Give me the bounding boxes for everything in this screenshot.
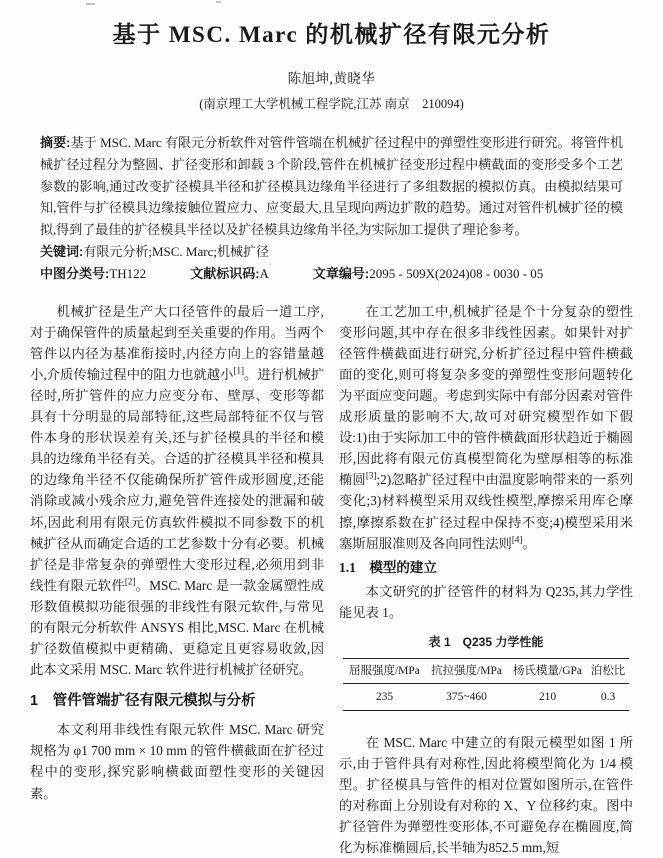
keywords-label: 关键词: [40,243,84,259]
body-paragraph: 本文利用非线性有限元软件 MSC. Marc 研究规格为 φ1 700 mm × 10 mm 的管件横截面在扩径过程中的变形,探究影响横截面塑性变形的关键因素。 [30,722,324,801]
table-row [343,683,628,710]
table-1-caption: 表 1 Q235 力学性能 [428,634,544,649]
left-column [30,301,324,858]
body-paragraph: 本文研究的扩径管件的材料为 Q235,其力学性能见表 1。 [339,583,633,620]
document-code [190,263,269,285]
scan-artifact [216,1,221,3]
page-title: 基于 MSC. Marc 的机械扩径有限元分析 [112,22,551,47]
abstract-label: 摘要: [40,135,71,150]
section-1-heading: 1 管件管端扩径有限元模拟与分析 [30,693,256,710]
document-code-label: 文献标识码: [190,265,260,281]
article-id-label: 文章编号: [312,265,370,281]
authors: 陈旭坤,黄晓华 [287,71,376,86]
table-header-cell: 杨氏模量/GPa [508,658,588,683]
body-paragraph: 机械扩径是生产大口径管件的最后一道工序,对于确保管件的质量起到至关重要的作用。当两个管件以内径为基准衔接时,内径方向上的容错量越小,介质传输过程中的阻力也就越小[1]。进行机械扩径时,所扩管件的应力应变分布、壁厚、变形等都具有十分明显的局部特征,这些局部特征不仅与管件本身的形状误差有关,还与扩径模具的半径和模具的边缘角半径有关。合适的扩径模具半径和模具的边缘角半径不仅能确保所扩管件成形圆度,还能消除或减小残余应力,避免管件连接处的泄漏和破坏,因此利用有限元仿真软件模拟不同参数下的机械扩径从而确定合适的工艺参数十分有必要。机械扩径是非常复杂的弹塑性大变形过程,必须用到非线性有限元软件[2]。MSC. Marc 是一款金属塑性成形数值模拟功能很强的非线性有限元软件,与常见的有限元分析软件 ANSYS 相比,MSC. Marc 在机械扩径数值模拟中更精确、更稳定且更容易收敛,因此本文采用 MSC. Marc 软件进行机械扩径研究。 [30,303,325,678]
affiliation: (南京理工大学机械工程学院,江苏 南京 210094) [199,97,464,111]
document-code-value: A [259,265,269,281]
table-header-cell: 屈服强度/MPa [343,658,425,683]
table-cell: 235 [375,690,394,703]
publication-info-line [40,263,623,285]
table-cell: 0.3 [600,690,616,703]
right-column [339,301,633,858]
keywords-line [40,241,623,263]
two-column-body [30,301,633,858]
scan-artifact [86,3,95,5]
abstract-paragraph [40,132,623,241]
section-1-1-heading: 1.1 模型的建立 [339,559,437,575]
clc-number [40,263,146,285]
clc-label: 中图分类号: [40,265,110,281]
table-cell: 210 [538,690,557,703]
table-header-cell: 抗拉强度/MPa [425,658,507,683]
clc-value: TH122 [109,265,147,281]
table-1 [343,658,628,711]
body-paragraph: 在 MSC. Marc 中建立的有限元模型如图 1 所示,由于管件具有对称性,因此将模型简化为 1/4 模型。扩径模具与管件的相对位置如图所示,在管件的对称面上分别设有对称的 X、Y 位移约束。图中扩径管件为弹塑性变形体,不可避免存在椭圆度,简化为标准椭圆后,长半轴为852.5 mm,短 [339,734,633,856]
table-header-cell: 泊松比 [587,658,628,683]
table-cell: 375~460 [446,690,487,703]
body-paragraph: 在工艺加工中,机械扩径是个十分复杂的塑性变形问题,其中存在很多非线性因素。如果针对扩径管件横截面进行研究,分析扩径过程中管件横截面的变化,则可将复杂多变的弹塑性变形问题转化为平面应变问题。考虑到实际中有部分因素对管件成形质量的影响不大,故可对研究模型作如下假设:1)由于实际加工中的管件横截面形状趋近于椭圆形,因此将有限元仿真模型简化为壁厚相等的标准椭圆[3];2)忽略扩径过程中由温度影响带来的一系列变化;3)材料模型采用双线性模型,摩擦采用库仑摩擦,摩擦系数在扩径过程中保持不变;4)模型采用米塞斯屈服准则及各向同性法则[4]。 [339,303,634,551]
abstract-text: 基于 MSC. Marc 有限元分析软件对管件管端在机械扩径过程中的弹塑性变形进行研究。将管件机械扩径过程分为整圆、扩径变形和卸载 3 个阶段,管件在机械扩径变形过程中横截面的变形受多个工艺参数的影响,通过改变扩径模具半径和扩径模具边缘角半径进行了多组数据的模拟仿真。由模拟结果可知,管件与扩径模具边缘接触位置应力、应变最大,且呈现向两边扩散的趋势。通过对管件机械扩径的模拟,得到了最佳的扩径模具半径以及扩径模具边缘角半径,为实际加工提供了理论参考。 [40,135,623,238]
front-matter [40,132,623,285]
table-header-row [343,658,628,683]
article-id-value: 2095 - 509X(2024)08 - 0030 - 05 [369,265,544,281]
article-id [313,263,543,285]
keywords-text: 有限元分析;MSC. Marc;机械扩径 [83,243,269,259]
